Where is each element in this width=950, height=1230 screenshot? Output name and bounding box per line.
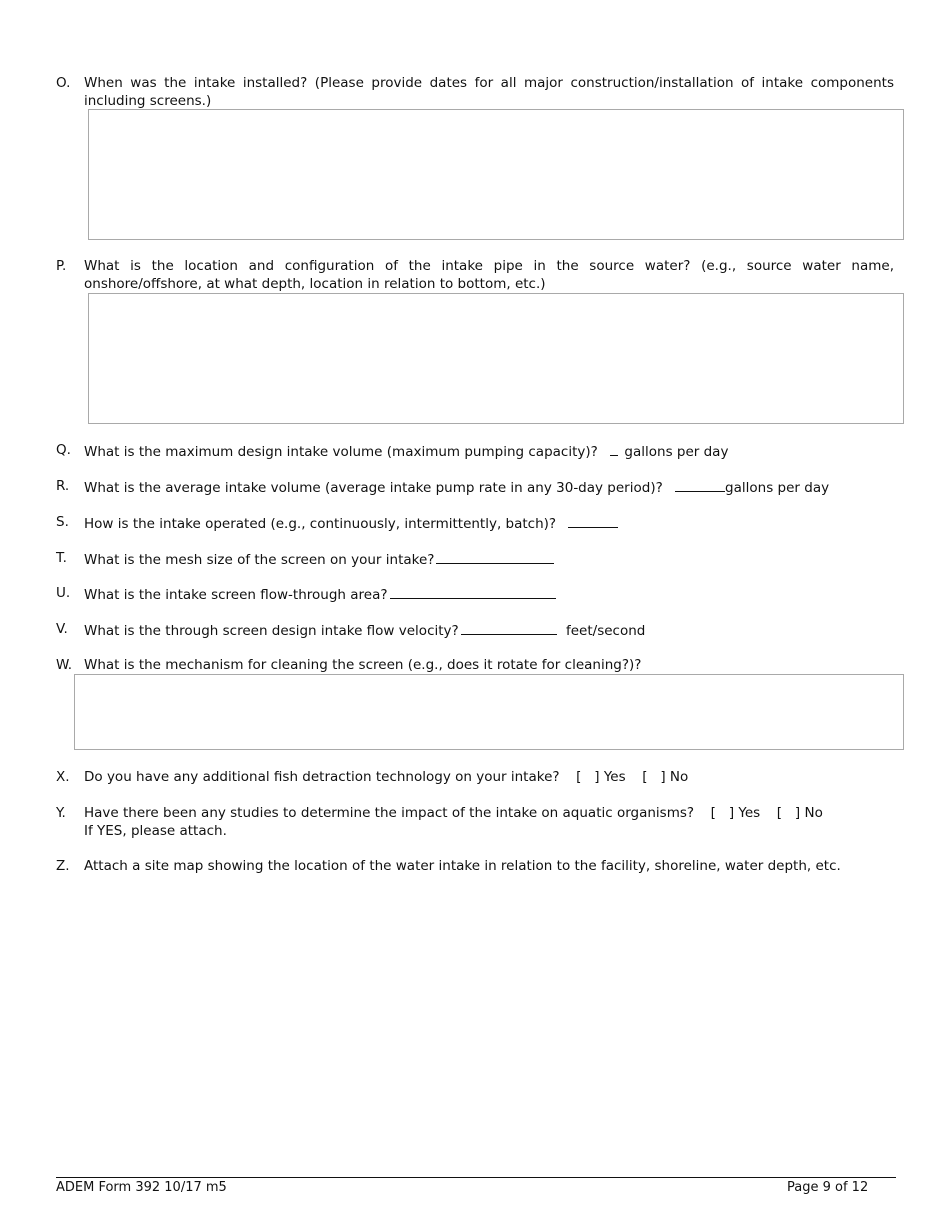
fish-detraction-yes-checkbox[interactable]: [ ] Yes [576,769,626,785]
max-intake-volume-field[interactable] [610,441,618,456]
question-letter: V. [56,621,68,637]
question-text: Have there been any studies to determine the impact of the intake on aquatic organisms? [84,805,695,821]
impact-studies-yes-checkbox[interactable]: [ ] Yes [710,805,761,821]
question-letter: T. [56,550,67,566]
question-text: What is the average intake volume (average intake pump rate in any 30-day period)? [84,480,663,496]
question-letter: P. [56,258,67,274]
question-text: What is the mechanism for cleaning the screen (e.g., does it rotate for cleaning?)? [84,657,642,673]
question-letter: R. [56,478,70,494]
question-letter: Y. [56,805,66,821]
screen-cleaning-textbox[interactable] [74,674,904,750]
question-u [56,584,894,604]
impact-studies-no-checkbox[interactable]: [ ] No [776,805,823,821]
footer-divider [56,1177,896,1178]
question-text: What is the maximum design intake volume (maximum pumping capacity)? [84,444,598,460]
question-text: What is the mesh size of the screen on your intake? [84,552,435,568]
page-number: Page 9 of 12 [787,1180,869,1195]
question-t [56,549,894,569]
question-note: If YES, please attach. [84,823,227,839]
question-r [56,477,894,497]
flow-velocity-field[interactable] [461,620,557,635]
question-w [56,656,894,674]
question-letter: Q. [56,442,71,458]
question-v [56,620,894,640]
fish-detraction-no-checkbox[interactable]: [ ] No [642,769,689,785]
question-text: What is the through screen design intake flow velocity? [84,623,459,639]
question-z [56,857,894,875]
question-letter: O. [56,75,71,91]
question-letter: X. [56,769,70,785]
question-text: Do you have any additional fish detraction technology on your intake? [84,769,560,785]
question-text: Attach a site map showing the location of the water intake in relation to the facility, shoreline, water depth, etc. [84,858,841,874]
question-text: When was the intake installed? (Please provide dates for all major construction/installation of intake components including screens.) [84,75,894,109]
question-letter: U. [56,585,71,601]
question-letter: S. [56,514,69,530]
question-o [56,74,894,110]
question-s [56,513,894,533]
avg-intake-volume-field[interactable] [675,477,725,492]
question-letter: W. [56,657,73,673]
question-text: What is the location and configuration of the intake pipe in the source water? (e.g., source water name, onshore/offshore, at what depth, location in relation to bottom, etc.) [84,258,894,292]
question-text: How is the intake operated (e.g., continuously, intermittently, batch)? [84,516,557,532]
question-text: What is the intake screen flow-through area? [84,587,388,603]
question-y [56,804,894,840]
intake-location-textbox[interactable] [88,293,904,424]
install-dates-textbox[interactable] [88,109,904,240]
mesh-size-field[interactable] [436,549,554,564]
unit-label: feet/second [566,623,646,639]
unit-label: gallons per day [725,480,830,496]
flow-through-area-field[interactable] [390,584,556,599]
question-letter: Z. [56,858,70,874]
intake-operation-field[interactable] [568,513,618,528]
form-id: ADEM Form 392 10/17 m5 [56,1180,227,1195]
unit-label: gallons per day [624,444,729,460]
question-p [56,257,894,293]
question-q [56,441,894,461]
question-x [56,768,894,786]
